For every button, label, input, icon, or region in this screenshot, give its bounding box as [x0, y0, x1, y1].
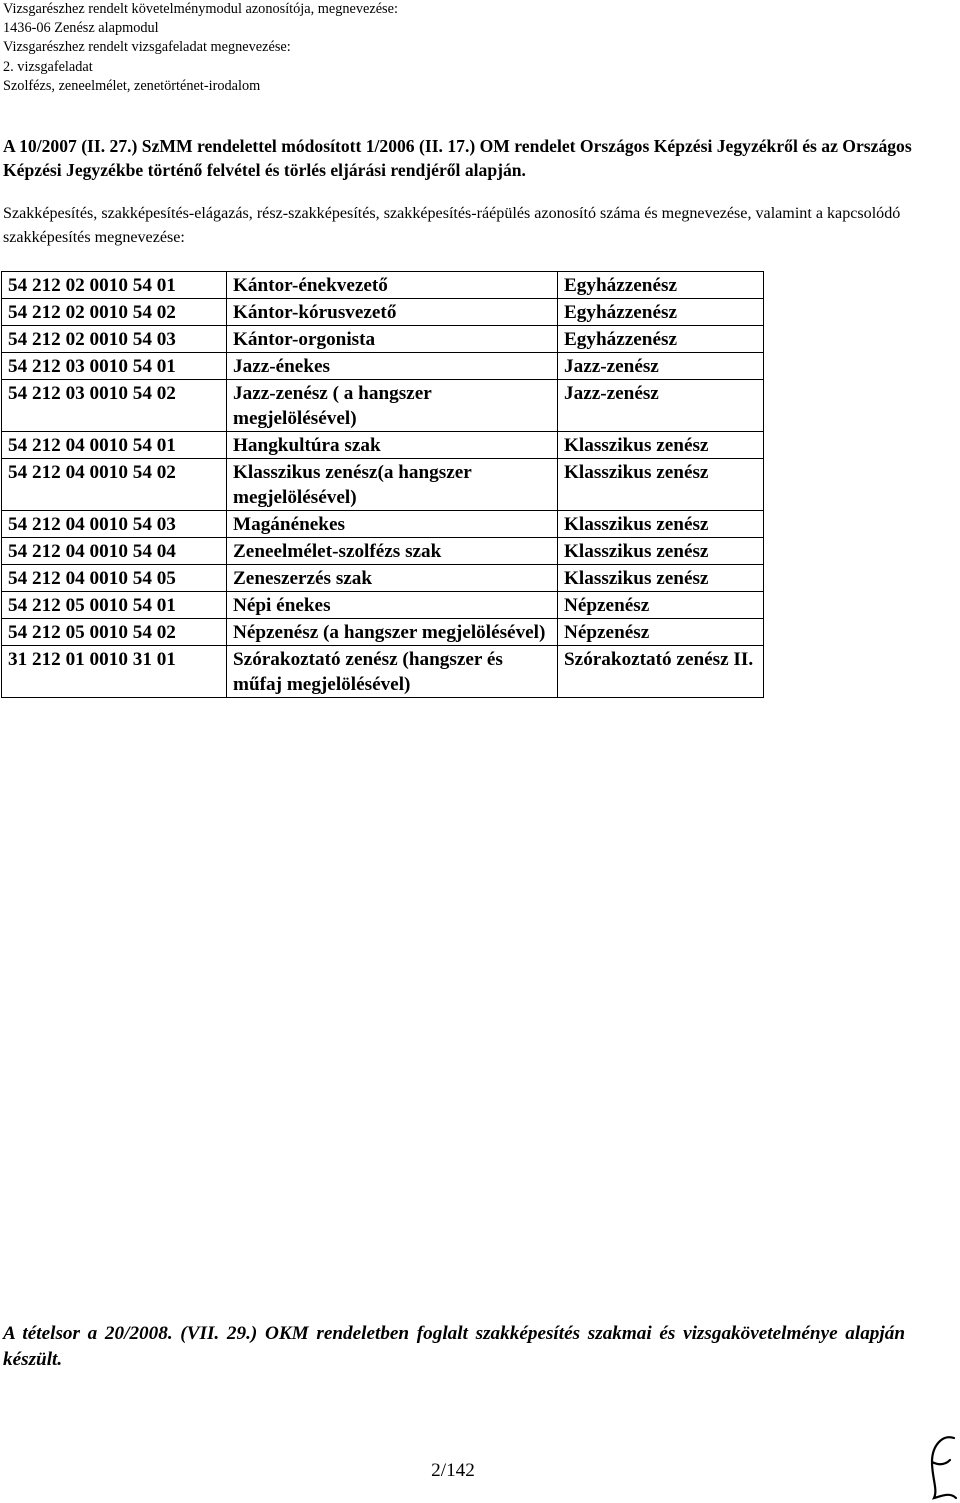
qualification-name: Hangkultúra szak	[227, 432, 558, 459]
related-qualification: Népzenész	[558, 592, 764, 619]
header-line: Vizsgarészhez rendelt vizsgafeladat megnevezése:	[3, 39, 291, 56]
qualification-code: 54 212 05 0010 54 01	[2, 592, 227, 619]
qualification-code: 54 212 03 0010 54 01	[2, 353, 227, 380]
qualification-code: 54 212 04 0010 54 02	[2, 459, 227, 511]
table-row	[2, 619, 764, 646]
qualification-name: Kántor-kórusvezető	[227, 299, 558, 326]
table-row	[2, 353, 764, 380]
related-qualification: Klasszikus zenész	[558, 459, 764, 511]
table-row	[2, 646, 764, 698]
table-row	[2, 511, 764, 538]
table-row	[2, 459, 764, 511]
qualification-code: 54 212 04 0010 54 05	[2, 565, 227, 592]
qualification-code: 54 212 04 0010 54 03	[2, 511, 227, 538]
related-qualification: Klasszikus zenész	[558, 432, 764, 459]
intro-text: Szakképesítés, szakképesítés-elágazás, rész-szakképesítés, szakképesítés-ráépülés azonosító száma és megnevezése, valamint a kapcsolódó szakképesítés megnevezése:	[3, 205, 901, 246]
document-header	[3, 0, 943, 96]
table-row	[2, 272, 764, 299]
related-qualification: Klasszikus zenész	[558, 511, 764, 538]
footer-note: A tételsor a 20/2008. (VII. 29.) OKM rendeletben foglalt szakképesítés szakmai és vizsgakövetelménye alapján készült.	[3, 1323, 905, 1370]
related-qualification: Klasszikus zenész	[558, 538, 764, 565]
related-qualification: Jazz-zenész	[558, 380, 764, 432]
related-qualification: Egyházzenész	[558, 272, 764, 299]
table-row	[2, 299, 764, 326]
qualification-code: 31 212 01 0010 31 01	[2, 646, 227, 698]
qualification-name: Zeneszerzés szak	[227, 565, 558, 592]
table-row	[2, 326, 764, 353]
qualification-name: Népi énekes	[227, 592, 558, 619]
qualification-name: Kántor-énekvezető	[227, 272, 558, 299]
qualification-code: 54 212 02 0010 54 03	[2, 326, 227, 353]
qualification-code: 54 212 02 0010 54 01	[2, 272, 227, 299]
qualification-code: 54 212 04 0010 54 04	[2, 538, 227, 565]
page-number: 2/142	[431, 1460, 475, 1481]
related-qualification: Egyházzenész	[558, 299, 764, 326]
table-row	[2, 565, 764, 592]
qualification-name: Jazz-zenész ( a hangszer megjelölésével)	[227, 380, 558, 432]
related-qualification: Népzenész	[558, 619, 764, 646]
qualification-name: Magánénekes	[227, 511, 558, 538]
related-qualification: Egyházzenész	[558, 326, 764, 353]
qualification-code: 54 212 05 0010 54 02	[2, 619, 227, 646]
qualification-code: 54 212 02 0010 54 02	[2, 299, 227, 326]
regulation-note: A 10/2007 (II. 27.) SzMM rendelettel módosított 1/2006 (II. 17.) OM rendelet Országos Képzési Jegyzékről és az Országos Képzési Jegyzékbe történő felvétel és törlés eljárási rendjéről alapján.	[3, 136, 912, 180]
table-row	[2, 538, 764, 565]
qualifications-table	[1, 271, 764, 698]
qualification-name: Zeneelmélet-szolfézs szak	[227, 538, 558, 565]
qualification-code: 54 212 03 0010 54 02	[2, 380, 227, 432]
table-row	[2, 592, 764, 619]
table-row	[2, 380, 764, 432]
qualification-code: 54 212 04 0010 54 01	[2, 432, 227, 459]
header-line: 1436-06 Zenész alapmodul	[3, 20, 159, 37]
qualification-name: Szórakoztató zenész (hangszer és műfaj megjelölésével)	[227, 646, 558, 698]
qualification-name: Népzenész (a hangszer megjelölésével)	[227, 619, 558, 646]
header-line: Szolfézs, zeneelmélet, zenetörténet-irodalom	[3, 77, 261, 94]
header-line: Vizsgarészhez rendelt követelménymodul azonosítója, megnevezése:	[3, 1, 398, 17]
related-qualification: Jazz-zenész	[558, 353, 764, 380]
header-line: 2. vizsgafeladat	[3, 58, 93, 75]
table-row	[2, 432, 764, 459]
related-qualification: Klasszikus zenész	[558, 565, 764, 592]
handwritten-signature	[920, 1432, 960, 1503]
qualification-name: Jazz-énekes	[227, 353, 558, 380]
related-qualification: Szórakoztató zenész II.	[558, 646, 764, 698]
qualification-name: Klasszikus zenész(a hangszer megjelölésével)	[227, 459, 558, 511]
qualification-name: Kántor-orgonista	[227, 326, 558, 353]
